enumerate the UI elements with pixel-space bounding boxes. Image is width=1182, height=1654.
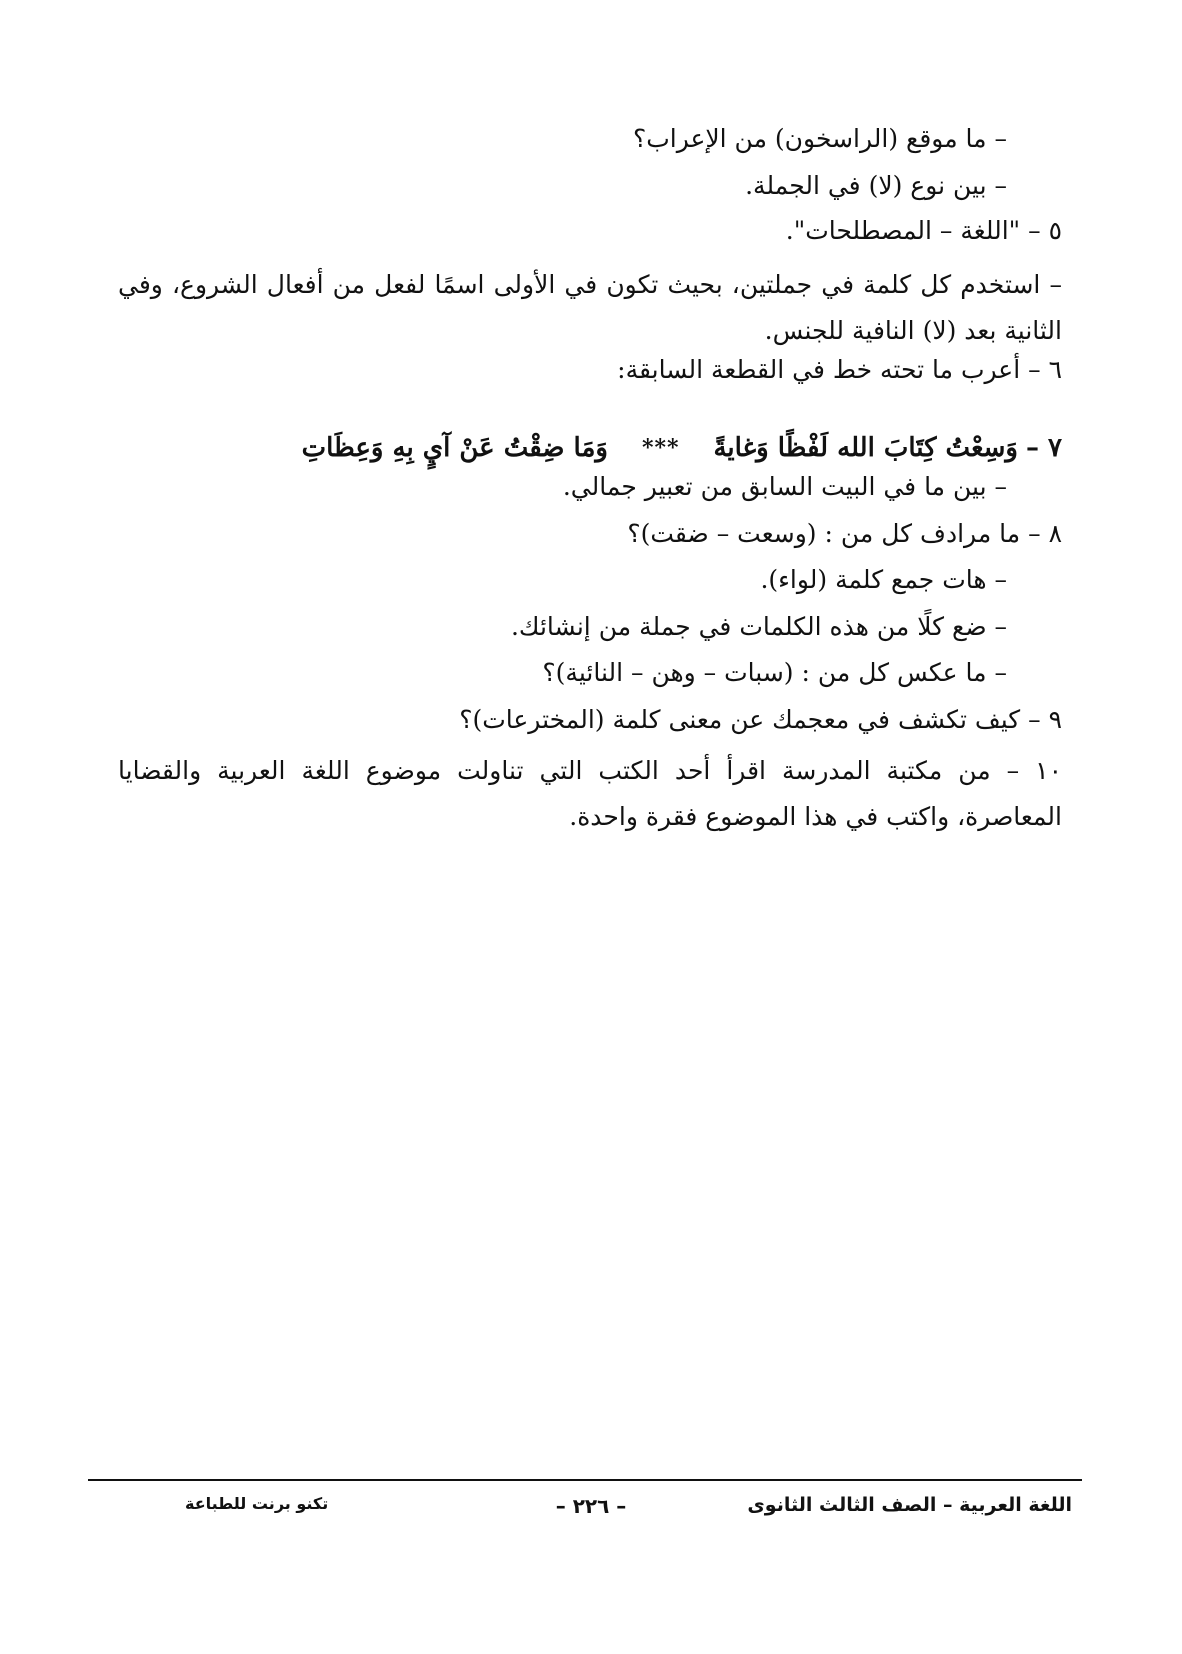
page-number: – ٢٢٦ – — [555, 1494, 627, 1518]
verse-second-hemistich: وَمَا ضِقْتُ عَنْ آيٍ بِهِ وَعِظَاتِ — [301, 433, 608, 463]
question-line: ٩ – كيف تكشف في معجمك عن معنى كلمة (المخترعات)؟ — [459, 705, 1062, 734]
footer-subject: اللغة العربية – الصف الثالث الثانوى — [747, 1494, 1072, 1516]
verse-number: ٧ – — [1025, 433, 1062, 463]
question-paragraph: – استخدم كل كلمة في جملتين، بحيث تكون في الأولى اسمًا لفعل من أفعال الشروع، وفي الثانية بعد (لا) النافية للجنس. — [118, 270, 1062, 345]
question-line: – ما موقع (الراسخون) من الإعراب؟ — [632, 124, 1007, 153]
poetry-verse — [230, 428, 1062, 468]
question-line: – ضع كلًا من هذه الكلمات في جملة من إنشائك. — [510, 612, 1007, 641]
question-line: ٨ – ما مرادف كل من : (وسعت – ضقت)؟ — [627, 519, 1062, 548]
question-line: ٦ – أعرب ما تحته خط في القطعة السابقة: — [617, 355, 1062, 384]
question-line: – بين نوع (لا) في الجملة. — [745, 171, 1007, 200]
verse-first-hemistich: وَسِعْتُ كِتَابَ الله لَفْظًا وَغايةً — [713, 433, 1018, 463]
verse-separator: *** — [641, 435, 680, 461]
footer-divider — [88, 1479, 1082, 1481]
question-paragraph: ١٠ – من مكتبة المدرسة اقرأ أحد الكتب التي تناولت موضوع اللغة العربية والقضايا المعاصرة، واكتب في هذا الموضوع فقرة واحدة. — [118, 756, 1062, 831]
question-line: – هات جمع كلمة (لواء). — [760, 565, 1007, 594]
footer-printer: تكنو برنت للطباعة — [185, 1494, 329, 1513]
question-line: – بين ما في البيت السابق من تعبير جمالي. — [562, 472, 1007, 501]
question-line: ٥ – "اللغة – المصطلحات". — [785, 216, 1062, 245]
question-line: – ما عكس كل من : (سبات – وهن – النائية)؟ — [542, 658, 1007, 687]
